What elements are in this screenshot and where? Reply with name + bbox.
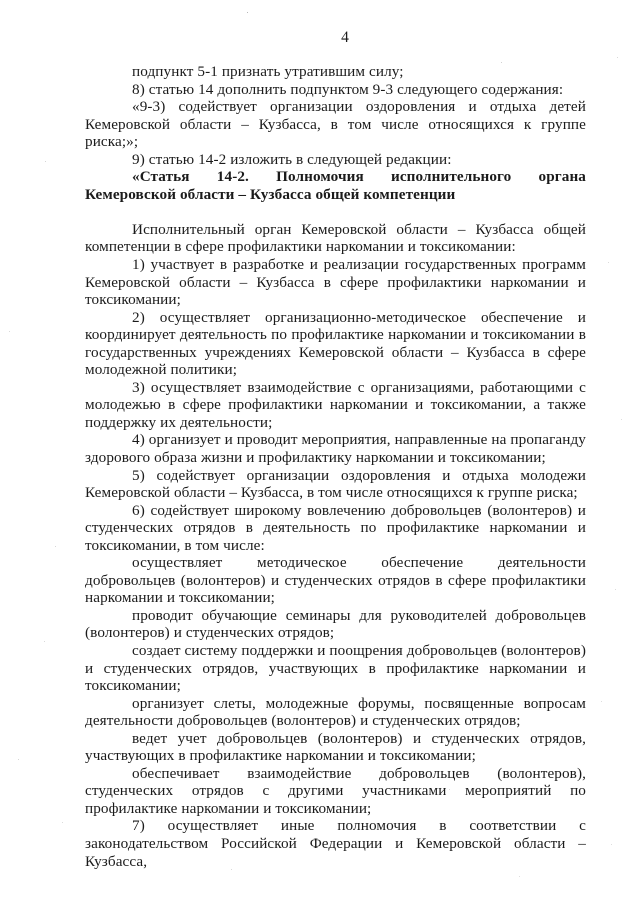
paragraph: 4) организует и проводит мероприятия, направленные на пропаганду здорового образа жизни и профилактику наркомании и токсикомании; xyxy=(85,431,586,466)
paragraph: 7) осуществляет иные полномочия в соответствии с законодательством Российской Федерации и Кемеровской области – Кузбасса, xyxy=(85,817,586,870)
paragraph: организует слеты, молодежные форумы, посвященные вопросам деятельности добровольцев (волонтеров) и студенческих отрядов; xyxy=(85,694,586,730)
paragraph: Исполнительный орган Кемеровской области – Кузбасса общей компетенции в сфере профилактики наркомании и токсикомании: xyxy=(85,220,586,256)
paragraph: «9-3) содействует организации оздоровления и отдыха детей Кемеровской области – Кузбасса, в том числе относящихся к группе риска;»; xyxy=(85,98,586,151)
paragraph: 1) участвует в разработке и реализации государственных программ Кемеровской области – Кузбасса в сфере профилактики наркомании и токсикомании; xyxy=(85,255,586,309)
paragraph: подпункт 5-1 признать утратившим силу; xyxy=(132,63,404,80)
scan-noise xyxy=(0,0,1,1)
paragraph: 3) осуществляет взаимодействие с организациями, работающими с молодежью в сфере профилактики наркомании и токсикомании, а также поддержку их деятельности; xyxy=(85,378,586,431)
paragraph: 8) статью 14 дополнить подпунктом 9-3 следующего содержания: xyxy=(132,80,564,98)
paragraph: осуществляет методическое обеспечение деятельности добровольцев (волонтеров) и студенческих отрядов в сфере профилактики наркомании и токсикомании; xyxy=(85,554,586,607)
paragraph: проводит обучающие семинары для руководителей добровольцев (волонтеров) и студенческих отрядов; xyxy=(85,606,586,642)
page-number: 4 xyxy=(341,29,349,46)
document-body xyxy=(85,63,586,870)
paragraph: обеспечивает взаимодействие добровольцев (волонтеров), студенческих отрядов с другими участниками мероприятий по профилактике наркомании и токсикомании; xyxy=(85,764,586,817)
paragraph: создает систему поддержки и поощрения добровольцев (волонтеров) и студенческих отрядов, участвующих в профилактике наркомании и токсикомании; xyxy=(85,642,586,695)
paragraph: 6) содействует широкому вовлечению добровольцев (волонтеров) и студенческих отрядов в деятельность по профилактике наркомании и токсикомании, в том числе: xyxy=(85,501,586,554)
paragraph: ведет учет добровольцев (волонтеров) и студенческих отрядов, участвующих в профилактике наркомании и токсикомании; xyxy=(85,729,586,765)
paragraph: 5) содействует организации оздоровления и отдыха молодежи Кемеровской области – Кузбасса, в том числе относящихся к группе риска; xyxy=(85,466,586,502)
paragraph: 9) статью 14-2 изложить в следующей редакции: xyxy=(132,150,452,168)
article-heading: «Статья 14-2. Полномочия исполнительного органа Кемеровской области – Кузбасса общей компетенции xyxy=(85,168,586,203)
paragraph: 2) осуществляет организационно-методическое обеспечение и координирует деятельность по профилактике наркомании и токсикомании в государственных учреждениях Кемеровской области – Кузбасса в сфере молодежной политики; xyxy=(85,308,586,379)
